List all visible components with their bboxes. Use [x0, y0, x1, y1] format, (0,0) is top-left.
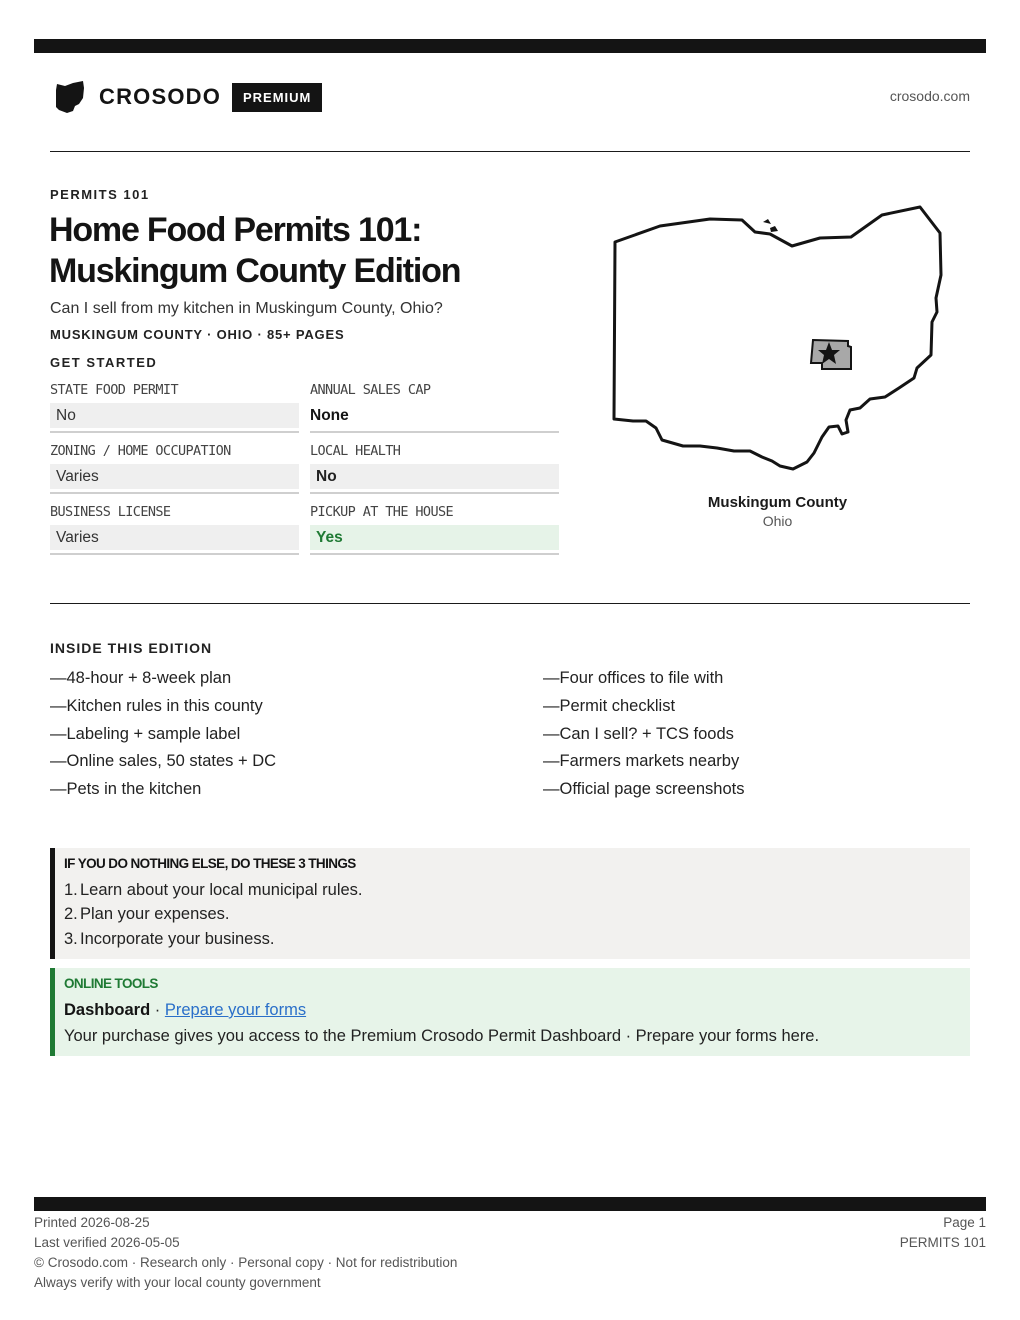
fact-underline: [50, 431, 299, 433]
footer-left: [34, 1213, 457, 1293]
tool-line: [64, 1001, 306, 1020]
get-started-heading: GET STARTED: [50, 355, 158, 370]
callout-title: ONLINE TOOLS: [64, 976, 158, 991]
map-state-name: Ohio: [762, 513, 793, 529]
fact-underline: [310, 431, 559, 433]
fact-label: PICKUP AT THE HOUSE: [310, 504, 454, 520]
online-tools-callout: [50, 968, 970, 1056]
toc-item: —Pets in the kitchen: [50, 780, 202, 799]
footer-section: PERMITS 101: [899, 1235, 986, 1250]
separator: ·: [150, 1001, 165, 1019]
toc-item: —Official page screenshots: [543, 780, 745, 799]
ohio-map: [605, 200, 950, 480]
fact-label: ZONING / HOME OCCUPATION: [50, 443, 231, 459]
fact-underline: [310, 553, 559, 555]
page-title: [49, 210, 589, 292]
fact-underline: [310, 492, 559, 494]
fact-local-health: [310, 443, 559, 495]
fact-value: Yes: [310, 525, 559, 550]
step-number: 3.: [64, 930, 78, 948]
page-subtitle: Can I sell from my kitchen in Muskingum County, Ohio?: [50, 300, 443, 317]
bottom-rule: [34, 1197, 986, 1211]
fact-pickup: [310, 504, 559, 556]
top-rule: [34, 39, 986, 53]
toc-item: —Can I sell? + TCS foods: [543, 724, 734, 743]
fact-business-license: [50, 504, 299, 556]
prepare-forms-link[interactable]: Prepare your forms: [164, 1001, 307, 1019]
inside-edition-heading: INSIDE THIS EDITION: [50, 640, 213, 656]
title-line-2: Muskingum County Edition: [49, 252, 461, 290]
toc-item: —Farmers markets nearby: [543, 752, 740, 771]
fact-value: No: [50, 403, 299, 428]
fact-zoning: [50, 443, 299, 495]
section-divider: [50, 603, 970, 604]
callout-title: IF YOU DO NOTHING ELSE, DO THESE 3 THINGS: [64, 856, 356, 871]
section-eyebrow: PERMITS 101: [50, 187, 150, 202]
dashboard-label: Dashboard: [64, 1001, 151, 1019]
toc-item: —Four offices to file with: [543, 669, 724, 687]
footer-right: [900, 1213, 986, 1253]
toc-item: —Labeling + sample label: [50, 724, 241, 743]
copyright: © Crosodo.com · Research only · Personal copy · Not for redistribution: [34, 1255, 458, 1270]
site-url[interactable]: crosodo.com: [889, 88, 970, 104]
fact-label: STATE FOOD PERMIT: [50, 382, 178, 398]
toc-left-column: [50, 668, 490, 807]
toc-item: —48-hour + 8-week plan: [50, 669, 232, 687]
step-text: Plan your expenses.: [80, 905, 230, 923]
toc-item: —Permit checklist: [543, 696, 676, 715]
step-number: 1.: [64, 881, 78, 899]
ohio-state-icon: [55, 80, 85, 114]
fact-label: LOCAL HEALTH: [310, 443, 401, 459]
toc-right-column: [543, 668, 983, 807]
verified-date: Last verified 2026-05-05: [34, 1235, 180, 1250]
fact-value: Varies: [50, 525, 299, 550]
edition-meta: MUSKINGUM COUNTY · OHIO · 85+ PAGES: [50, 327, 345, 342]
toc-item: —Online sales, 50 states + DC: [50, 752, 277, 771]
title-line-1: Home Food Permits 101:: [49, 211, 422, 249]
printed-date: Printed 2026-08-25: [34, 1215, 150, 1230]
fact-label: ANNUAL SALES CAP: [310, 382, 431, 398]
fact-value: Varies: [50, 464, 299, 489]
ohio-outline: [614, 207, 941, 469]
fact-underline: [50, 492, 299, 494]
verify-note: Always verify with your local county government: [34, 1275, 321, 1290]
must-do-callout: [50, 848, 970, 959]
step-text: Incorporate your business.: [80, 930, 275, 948]
header-divider: [50, 151, 970, 152]
step-text: Learn about your local municipal rules.: [80, 881, 363, 899]
fact-value: No: [310, 464, 559, 489]
tool-description: Your purchase gives you access to the Premium Crosodo Permit Dashboard · Prepare your forms here.: [64, 1027, 820, 1045]
fact-annual-sales-cap: [310, 382, 559, 434]
map-county-name: Muskingum County: [707, 494, 848, 511]
step-number: 2.: [64, 905, 78, 923]
lake-erie-islands: [763, 219, 778, 232]
premium-badge: PREMIUM: [232, 83, 322, 112]
fact-label: BUSINESS LICENSE: [50, 504, 171, 520]
brand-name: CROSODO: [99, 84, 222, 109]
toc-item: —Kitchen rules in this county: [50, 696, 263, 715]
page-number: Page 1: [943, 1215, 986, 1230]
map-caption: [605, 494, 950, 529]
fact-underline: [50, 553, 299, 555]
header: [50, 80, 970, 116]
fact-value: None: [310, 407, 349, 424]
fact-state-food-permit: [50, 382, 299, 434]
